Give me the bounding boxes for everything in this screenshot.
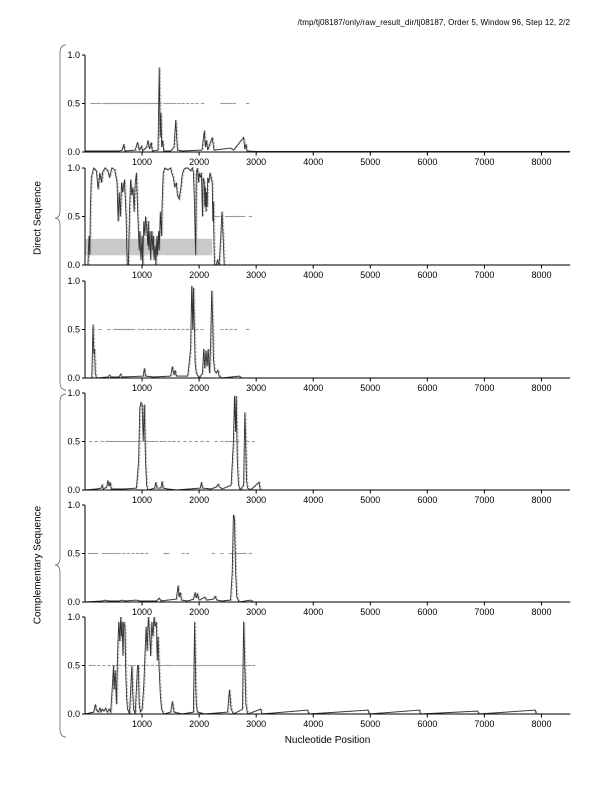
x-tick-label: 2000 <box>189 270 210 280</box>
x-tick-label: 4000 <box>303 719 324 729</box>
x-tick-label: 8000 <box>531 495 552 505</box>
y-tick-label: 0.5 <box>67 98 80 109</box>
complementary-group-brace <box>55 394 66 737</box>
x-tick-label: 5000 <box>360 270 381 280</box>
y-tick-label: 0.0 <box>67 260 80 270</box>
panel-4-trace <box>85 396 570 490</box>
x-tick-label: 8000 <box>531 270 552 280</box>
x-tick-label: 6000 <box>417 383 438 393</box>
y-tick-label: 0.0 <box>67 709 80 719</box>
x-tick-label: 5000 <box>360 719 381 729</box>
x-tick-label: 8000 <box>531 383 552 393</box>
panel-5-trace-shadow <box>86 515 571 602</box>
panel-1-trace <box>85 68 570 152</box>
x-tick-label: 1000 <box>132 157 153 167</box>
x-tick-label: 3000 <box>246 495 267 505</box>
x-tick-label: 5000 <box>360 607 381 617</box>
x-tick-label: 4000 <box>303 607 324 617</box>
x-tick-label: 6000 <box>417 270 438 280</box>
x-tick-label: 1000 <box>132 607 153 617</box>
y-tick-label: 1.0 <box>67 500 80 510</box>
x-tick-label: 8000 <box>531 719 552 729</box>
x-tick-label: 2000 <box>189 495 210 505</box>
x-tick-label: 1000 <box>132 495 153 505</box>
x-tick-label: 4000 <box>303 383 324 393</box>
y-tick-label: 0.0 <box>67 597 80 607</box>
direct-group-brace <box>55 45 66 390</box>
y-tick-label: 0.0 <box>67 485 80 495</box>
x-tick-label: 3000 <box>246 719 267 729</box>
y-tick-label: 0.5 <box>67 211 80 222</box>
x-tick-label: 3000 <box>246 607 267 617</box>
panel-4-trace-shadow <box>86 396 571 490</box>
plot-title: /tmp/tj08187/only/raw_result_dir/tj08187, Order 5, Window 96, Step 12, 2/2 <box>297 18 570 27</box>
panel-5-trace <box>85 515 570 602</box>
x-tick-label: 4000 <box>303 270 324 280</box>
x-tick-label: 1000 <box>132 383 153 393</box>
x-tick-label: 3000 <box>246 383 267 393</box>
panel-5-axes <box>85 505 570 602</box>
x-tick-label: 6000 <box>417 607 438 617</box>
y-tick-label: 1.0 <box>67 276 80 286</box>
y-tick-label: 1.0 <box>67 163 80 173</box>
x-tick-label: 5000 <box>360 495 381 505</box>
x-tick-label: 2000 <box>189 157 210 167</box>
x-tick-label: 7000 <box>474 719 495 729</box>
y-tick-label: 0.5 <box>67 548 80 559</box>
x-tick-label: 6000 <box>417 157 438 167</box>
x-tick-label: 7000 <box>474 607 495 617</box>
x-tick-label: 8000 <box>531 607 552 617</box>
direct-sequence-group-label: Direct Sequence <box>32 181 44 255</box>
x-tick-label: 7000 <box>474 157 495 167</box>
panel-3-trace-shadow <box>86 286 571 378</box>
x-tick-label: 6000 <box>417 495 438 505</box>
y-tick-label: 0.5 <box>67 324 80 335</box>
x-tick-label: 5000 <box>360 383 381 393</box>
x-tick-label: 1000 <box>132 270 153 280</box>
x-tick-label: 2000 <box>189 719 210 729</box>
x-tick-label: 2000 <box>189 383 210 393</box>
y-tick-label: 0.5 <box>67 436 80 447</box>
x-axis-label: Nucleotide Position <box>284 735 371 746</box>
x-tick-label: 2000 <box>189 607 210 617</box>
x-tick-label: 3000 <box>246 270 267 280</box>
panel-3-trace <box>85 286 570 378</box>
panel-3-axes <box>85 281 570 378</box>
y-tick-label: 0.0 <box>67 147 80 157</box>
x-tick-label: 8000 <box>531 157 552 167</box>
y-tick-label: 1.0 <box>67 50 80 60</box>
x-tick-label: 6000 <box>417 719 438 729</box>
x-tick-label: 4000 <box>303 157 324 167</box>
x-tick-label: 3000 <box>246 157 267 167</box>
y-tick-label: 1.0 <box>67 388 80 398</box>
y-tick-label: 0.5 <box>67 660 80 671</box>
y-tick-label: 1.0 <box>67 612 80 622</box>
complementary-sequence-group-label: Complementary Sequence <box>32 505 44 625</box>
x-tick-label: 4000 <box>303 495 324 505</box>
x-tick-label: 7000 <box>474 383 495 393</box>
y-tick-label: 0.0 <box>67 373 80 383</box>
x-tick-label: 5000 <box>360 157 381 167</box>
x-tick-label: 7000 <box>474 495 495 505</box>
x-tick-label: 7000 <box>474 270 495 280</box>
x-tick-label: 1000 <box>132 719 153 729</box>
